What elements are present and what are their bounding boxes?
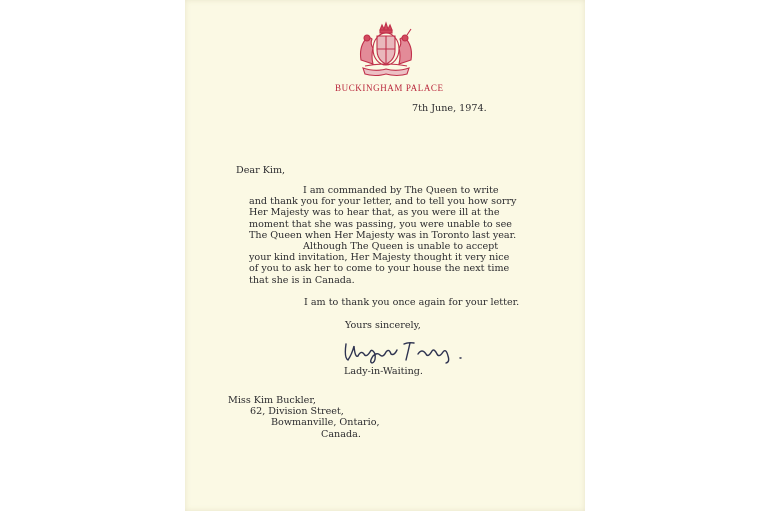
paragraph-text: I am commanded by The Queen to write and thank you for your letter, and to tell you how sorry Her Majesty was to hear that, as you were ill at the moment that she was passing, you were unable to see The Queen when Her Majesty was in Toronto last year. [249,185,517,241]
recipient-city: Bowmanville, Ontario, [271,417,380,429]
recipient-address [228,395,380,440]
letterhead-title: BUCKINGHAM PALACE [335,83,444,93]
handwritten-signature [342,336,484,366]
letter-date: 7th June, 1974. [412,103,487,114]
body-paragraph-3: I am to thank you once again for your letter. [304,297,520,308]
salutation: Dear Kim, [236,165,286,176]
paragraph-text: Although The Queen is unable to accept your kind invitation, Her Majesty thought it very nice of you to ask her to come to your house the next time that she is in Canada. [249,241,510,286]
recipient-name: Miss Kim Buckler, [228,395,316,406]
body-paragraph-2 [249,241,519,286]
closing: Yours sincerely, [345,320,421,331]
letter-page [185,0,585,511]
recipient-country: Canada. [321,428,361,440]
body-paragraph-1 [249,185,519,241]
signatory-role: Lady-in-Waiting. [344,366,423,377]
royal-crest-icon [355,20,417,78]
recipient-street: 62, Division Street, [250,406,344,418]
